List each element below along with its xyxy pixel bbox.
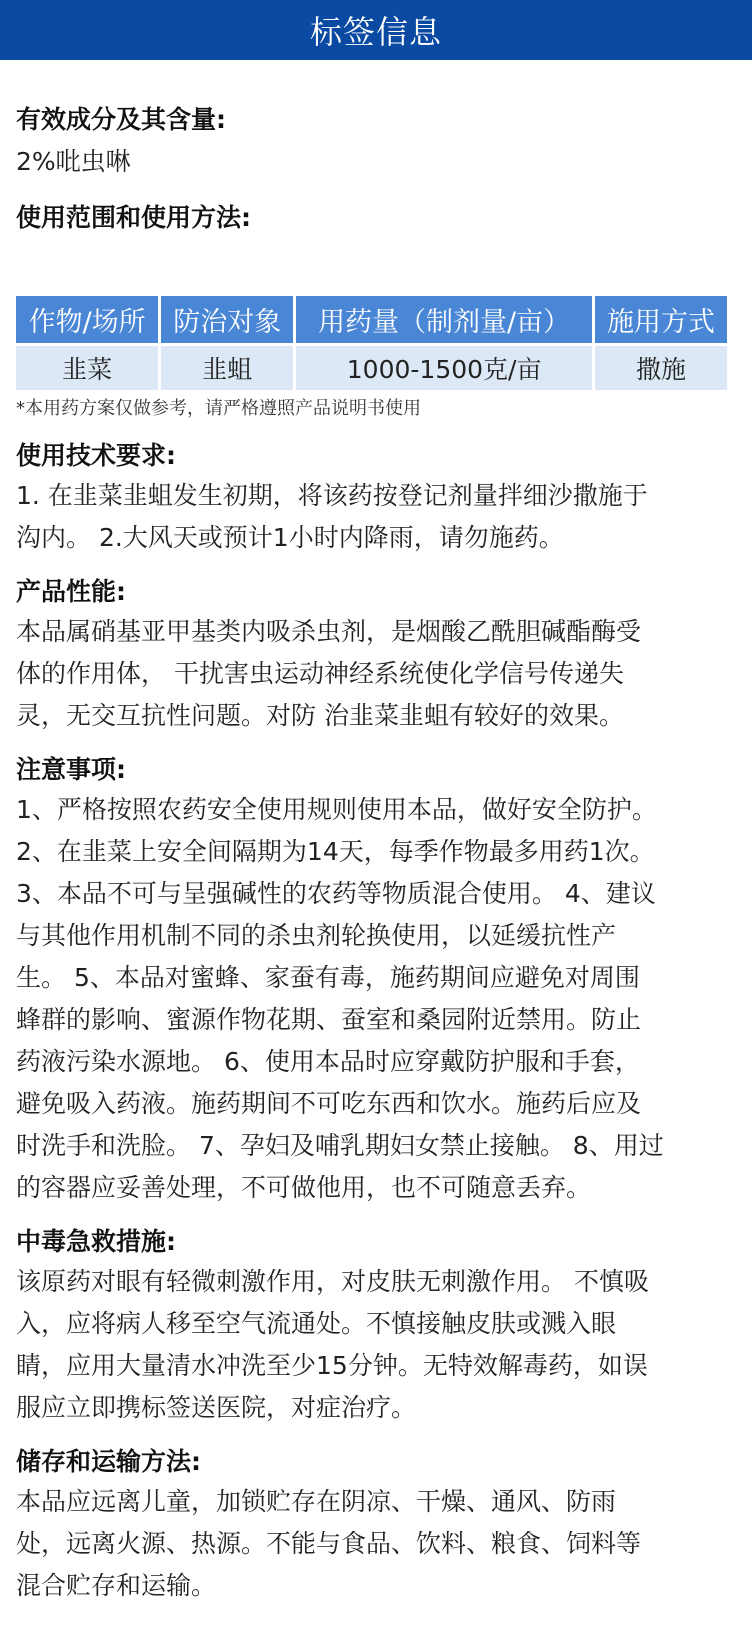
text-line: 睛，应用大量清水冲洗至少15分钟。无特效解毒药，如误 (16, 1351, 648, 1380)
section-title: 储存和运输方法: (16, 1447, 201, 1476)
text-line: 服应立即携标签送医院，对症治疗。 (16, 1393, 417, 1422)
text-line: 该原药对眼有轻微刺激作用，对皮肤无刺激作用。 不慎吸 (16, 1267, 649, 1296)
text-line: 避免吸入药液。施药期间不可吃东西和饮水。施药后应及 (16, 1089, 642, 1118)
text-line: 入，应将病人移至空气流通处。不慎接触皮肤或溅入眼 (16, 1309, 617, 1338)
usage-table-header-row (16, 296, 727, 343)
label-content (0, 60, 752, 1607)
column-header-target: 防治对象 (161, 296, 293, 343)
column-header-dosage: 用药量（制剂量/亩） (296, 296, 592, 343)
section-precautions (16, 753, 736, 1209)
column-header-crop: 作物/场所 (16, 296, 158, 343)
cell-target: 韭蛆 (161, 346, 293, 390)
section-technical-requirements (16, 439, 736, 559)
ingredients-title: 有效成分及其含量: (16, 105, 226, 134)
text-line: 1、严格按照农药安全使用规则使用本品，做好安全防护。 (16, 795, 657, 824)
section-body (16, 1481, 736, 1607)
usage-table (13, 293, 730, 393)
section-title: 产品性能: (16, 577, 126, 606)
ingredients-value: 2%吡虫啉 (16, 147, 131, 176)
text-line: 混合贮存和运输。 (16, 1571, 217, 1600)
page-title: 标签信息 (309, 13, 442, 51)
table-row (16, 346, 727, 390)
text-line: 的容器应妥善处理，不可做他用，也不可随意丢弃。 (16, 1173, 592, 1202)
text-line: 2、在韭菜上安全间隔期为14天，每季作物最多用药1次。 (16, 837, 655, 866)
text-line: 处，远离火源、热源。不能与食品、饮料、粮食、饲料等 (16, 1529, 642, 1558)
text-line: 本品应远离儿童，加锁贮存在阴凉、干燥、通风、防雨 (16, 1487, 617, 1516)
text-line: 灵，无交互抗性问题。对防 治韭菜韭蛆有较好的效果。 (16, 701, 624, 730)
usage-title: 使用范围和使用方法: (16, 203, 251, 232)
section-title: 使用技术要求: (16, 441, 176, 470)
text-line: 蜂群的影响、蜜源作物花期、蚕室和桑园附近禁用。防止 (16, 1005, 642, 1034)
section-body (16, 475, 736, 559)
usage-note: *本用药方案仅做参考，请严格遵照产品说明书使用 (16, 398, 421, 419)
sections-container (16, 439, 736, 1607)
text-line: 3、本品不可与呈强碱性的农药等物质混合使用。 4、建议 (16, 879, 656, 908)
text-line: 本品属硝基亚甲基类内吸杀虫剂，是烟酸乙酰胆碱酯酶受 (16, 617, 642, 646)
section-title: 注意事项: (16, 755, 126, 784)
text-line: 与其他作用机制不同的杀虫剂轮换使用，以延缓抗性产 (16, 921, 617, 950)
cell-dosage: 1000-1500克/亩 (296, 346, 592, 390)
text-line: 沟内。 2.大风天或预计1小时内降雨，请勿施药。 (16, 523, 564, 552)
column-header-method: 施用方式 (595, 296, 727, 343)
page-header (0, 0, 752, 60)
cell-method: 撒施 (595, 346, 727, 390)
section-body (16, 611, 736, 737)
section-product-performance (16, 575, 736, 737)
section-title: 中毒急救措施: (16, 1227, 176, 1256)
section-storage-transport (16, 1445, 736, 1607)
section-body (16, 789, 736, 1209)
section-first-aid (16, 1225, 736, 1429)
text-line: 时洗手和洗脸。 7、孕妇及哺乳期妇女禁止接触。 8、用过 (16, 1131, 664, 1160)
cell-crop: 韭菜 (16, 346, 158, 390)
text-line: 1. 在韭菜韭蛆发生初期，将该药按登记剂量拌细沙撒施于 (16, 481, 648, 510)
text-line: 药液污染水源地。 6、使用本品时应穿戴防护服和手套， (16, 1047, 640, 1076)
text-line: 生。 5、本品对蜜蜂、家蚕有毒，施药期间应避免对周围 (16, 963, 640, 992)
section-body (16, 1261, 736, 1429)
text-line: 体的作用体， 干扰害虫运动神经系统使化学信号传递失 (16, 659, 624, 688)
